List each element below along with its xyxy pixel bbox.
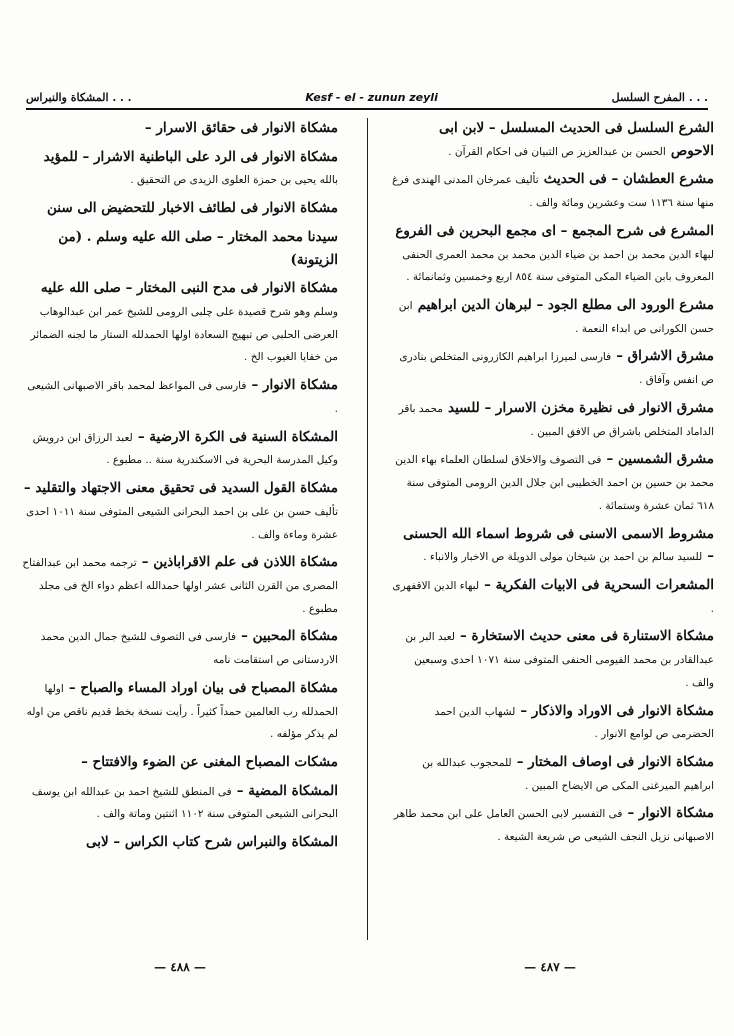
entry-body: لبهاء الدين محمد بن احمد بن ضياء الدين محمد بن محمد العمرى الحنفى المعروف بابن الضياء المكى المتوفى سنة ٨٥٤ اربع وخمسين وثمانمائة .: [402, 248, 714, 284]
entry-body: تأليف حسن بن على بن احمد البحرانى الشيعى المتوفى سنة ١٠١١ احدى عشرة وماءة والف .: [25, 505, 338, 541]
dictionary-entry: [392, 447, 714, 515]
entry-body: لعبد الرزاق ابن درويش وكيل المدرسة البحرية فى الاسكندرية سنة .. مطبوع .: [32, 431, 338, 467]
entry-headword: مشكاة الانوار فى اوصاف المختار –: [516, 753, 714, 770]
dictionary-entry: [392, 219, 714, 287]
page-number-left: — ٤٨٨ —: [154, 960, 206, 974]
entry-body: الحسن بن عبدالعزيز ص التبيان فى احكام القرآن .: [448, 145, 666, 158]
header-left: المشكاة والنبراس . . .: [26, 91, 132, 104]
entry-body: بالله يحيى بن حمزة العلوى الزيدى ص التحقيق .: [130, 174, 338, 187]
entry-headword: مشكاة المصباح فى بيان اوراد المساء والصباح –: [68, 679, 338, 696]
dictionary-entry: [392, 801, 714, 846]
dictionary-entry: [22, 276, 338, 367]
entry-headword: مشكاة القول السديد فى تحقيق معنى الاجتهاد والتقليد –: [23, 480, 338, 497]
dictionary-entry: [392, 573, 714, 618]
entry-headword: مشرع العطشان – فى الحديث: [543, 171, 714, 188]
entry-headword: مشروط الاسمى الاسنى فى شروط اسماء الله الحسنى –: [403, 525, 714, 565]
entry-headword: مشكاة الانوار فى حقائق الاسرار –: [144, 120, 338, 136]
dictionary-entry: [22, 830, 338, 853]
entry-body: للسيد سالم بن احمد بن شيخان مولى الدويلة ص الاخبار والانباء .: [423, 551, 703, 564]
entry-headword: سيدنا محمد المختار – صلى الله عليه وسلم . (من الزيتونة): [58, 228, 338, 268]
entry-headword: مشكاة الانوار –: [627, 805, 714, 822]
dictionary-entry: [392, 624, 714, 692]
entry-headword: مشكاة الانوار –: [251, 377, 338, 394]
entry-headword: مشكاة الانوار فى الرد على الباطنية الاشرار – للمؤيد: [43, 148, 338, 165]
entry-headword: مشكاة الانوار فى لطائف الاخبار للتحضيض الى سنن: [47, 200, 338, 217]
entry-body: للمحجوب عبدالله بن ابراهيم الميرغنى المكى ص الايضاح المبين .: [422, 756, 714, 792]
dictionary-entry: [22, 425, 338, 470]
entry-headword: مشكاة المحبين –: [241, 628, 338, 645]
entry-headword: مشكات المصباح المغنى عن الضوء والافتتاح –: [81, 753, 338, 770]
entry-headword: مشرق الانوار فى نظيرة مخزن الاسرار – للسيد: [447, 399, 714, 416]
entry-body: ترجمه محمد ابن عبدالفتاح المصرى من القرن الثانى عشر اولها حمدالله اعظم دواء الخ فى مجلد مطبوع .: [22, 557, 338, 615]
dictionary-entry: [392, 522, 714, 567]
entry-headword: المشعرات السحرية فى الابيات الفكرية –: [484, 576, 714, 593]
entry-body: لبهاء الدين الاقفهرى .: [392, 579, 714, 615]
dictionary-entry: [22, 476, 338, 544]
dictionary-entry: [22, 676, 338, 744]
entry-headword: مشكاة الاستنارة فى معنى حديث الاستخارة –: [460, 628, 714, 645]
entry-headword: المشكاة المضية –: [236, 782, 338, 799]
running-header: [26, 82, 708, 104]
dictionary-entry: [22, 750, 338, 773]
dictionary-entry: [22, 550, 338, 618]
header-rule: [26, 108, 708, 110]
entry-body: فى المنطق للشيخ احمد بن عبدالله ابن يوسف البحرانى الشيعى المتوفى سنة ١١٠٢ اثنتين وماتة والف .: [31, 785, 338, 821]
entry-headword: المشرع فى شرح المجمع – اى مجمع البحرين فى الفروع: [395, 222, 714, 239]
page-number-right: — ٤٨٧ —: [524, 960, 576, 974]
header-center: Kesf - el - zunun zeyli: [305, 91, 438, 104]
right-column: [392, 116, 714, 946]
entry-body: فارسى فى التصوف للشيخ جمال الدين محمد الاردستانى ص استقامت نامه: [40, 631, 338, 667]
header-right: المفرح السلسل . . .: [611, 91, 708, 104]
entry-headword: مشرق الشمسين –: [606, 451, 714, 468]
entry-headword: مشكاة اللاذن فى علم الاقراباذين –: [141, 554, 338, 571]
entry-headword: المشكاة والنبراس شرح كتاب الكراس – لابى: [85, 834, 338, 851]
dictionary-entry: [22, 225, 338, 270]
entry-headword: المشكاة السنية فى الكرة الارضية –: [137, 428, 338, 445]
entry-body: محمد باقر الداماد المتخلص باشراق ص الافق المبين .: [398, 402, 714, 438]
dictionary-entry: [392, 396, 714, 441]
entry-headword: الشرع السلسل فى الحديث المسلسل – لابن ابى الاحوص: [438, 120, 714, 159]
entry-body: تأليف عمرخان المدنى الهندى فرغ منها سنة ١١٣٦ ست وعشرين ومائة والف .: [392, 174, 714, 210]
dictionary-entry: [392, 116, 714, 161]
entry-body: ابن حسن الكورانى ص ابداء النعمة .: [398, 300, 714, 335]
dictionary-entry: [22, 145, 338, 190]
entry-body: لشهاب الدين احمد الحضرمى ص لوامع الانوار .: [434, 705, 714, 741]
entry-headword: مشكاة الانوار فى مدح النبى المختار – صلى الله عليه: [40, 280, 338, 297]
entry-body: لعبد البر بن عبدالقادر بن محمد الفيومى الحنفى المتوفى سنة ١٠٧١ احدى وسبعين والف .: [405, 631, 714, 689]
dictionary-entry: [392, 750, 714, 795]
entry-body: فارسى لميرزا ابراهيم الكازرونى المتخلص بنادرى ص انفس وآفاق .: [399, 351, 714, 387]
dictionary-entry: [22, 779, 338, 824]
column-divider: [367, 118, 368, 940]
dictionary-entry: [392, 167, 714, 212]
entry-headword: مشرع الورود الى مطلع الجود – لبرهان الدين ابراهيم: [417, 297, 714, 314]
dictionary-entry: [392, 293, 714, 338]
entry-body: فى التفسير لابى الحسن العامل على ابن محمد طاهر الاصبهانى نزيل النجف الشيعى ص شريعة الشيعة .: [393, 808, 714, 844]
dictionary-entry: [392, 344, 714, 389]
entry-body: وسلم وهو شرح قصيدة على چلبى الرومى للشيخ عمر ابن عبدالوهاب العرضى الحلبى ص تبهيج السعادة اولها الحمدلله الستار ما لجنه الضمائر من خفايا الغيوب الخ .: [30, 306, 338, 364]
dictionary-entry: [22, 196, 338, 219]
entry-headword: مشرق الاشراق –: [616, 348, 714, 365]
entry-headword: مشكاة الانوار فى الاوراد والاذكار –: [520, 702, 714, 719]
entry-body: اولها الحمدلله رب العالمين حمداً كثيراً . رأيت نسخة بخط قديم ناقص من اوله لم يذكر مؤلفه .: [26, 682, 338, 741]
dictionary-entry: [22, 373, 338, 418]
entry-body: فارسى فى المواعظ لمحمد باقر الاصبهانى الشيعى .: [27, 380, 338, 415]
dictionary-entry: [22, 624, 338, 669]
entry-body: فى التصوف والاخلاق لسلطان العلماء بهاء الدين محمد بن حسين بن احمد الخطيبى ابن جلال الدين الرومى المتوفى سنة ٦١٨ ثمان عشرة وستمائة .: [395, 454, 714, 512]
dictionary-entry: [22, 116, 338, 139]
left-column: [22, 116, 338, 946]
dictionary-entry: [392, 699, 714, 744]
